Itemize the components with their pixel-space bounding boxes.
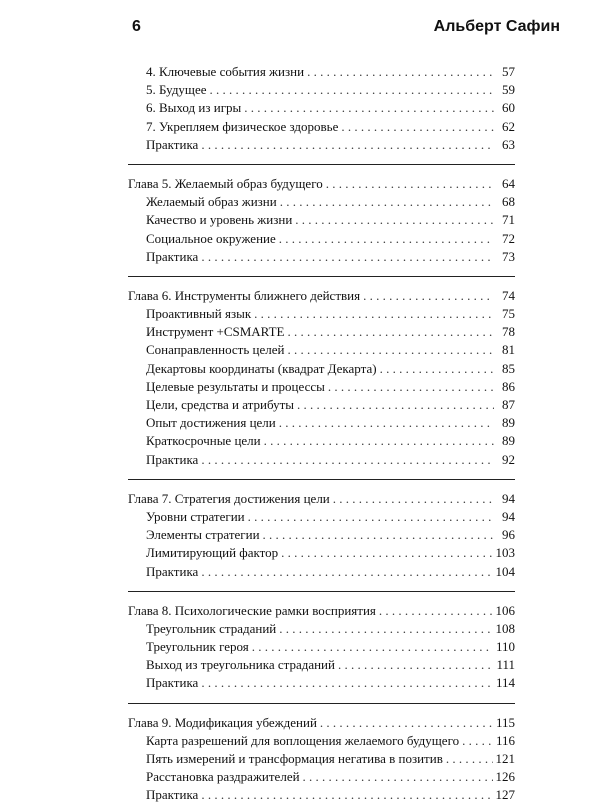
toc-entry bbox=[128, 750, 515, 768]
toc-entry bbox=[128, 63, 515, 81]
toc-entry bbox=[128, 786, 515, 804]
dot-leader bbox=[248, 508, 494, 526]
dot-leader bbox=[201, 451, 494, 469]
toc-entry-title: Практика bbox=[146, 248, 199, 264]
section-gap bbox=[128, 469, 515, 479]
toc-entry-page: 75 bbox=[502, 306, 515, 322]
toc-entry-title: 5. Будущее bbox=[146, 82, 207, 98]
toc-entry-title: Расстановка раздражителей bbox=[146, 769, 300, 785]
toc-entry bbox=[128, 193, 515, 211]
toc-entry-page: 121 bbox=[495, 751, 515, 766]
dot-leader bbox=[210, 81, 495, 99]
dot-leader bbox=[297, 396, 494, 414]
toc-entry bbox=[128, 136, 515, 154]
dot-leader bbox=[303, 768, 493, 786]
toc-entry-title: Целевые результаты и процессы bbox=[146, 378, 325, 394]
toc-chapter-entry bbox=[128, 602, 515, 620]
toc-entry-page: 63 bbox=[502, 136, 515, 152]
dot-leader bbox=[307, 63, 494, 81]
toc-entry-page: 126 bbox=[495, 769, 515, 785]
section-gap bbox=[128, 704, 515, 714]
toc-entry-title: Цели, средства и атрибуты bbox=[146, 397, 294, 412]
toc-entry bbox=[128, 638, 515, 656]
dot-leader bbox=[279, 230, 494, 248]
toc-entry-title: Глава 7. Стратегия достижения цели bbox=[128, 490, 330, 506]
toc-entry-page: 71 bbox=[502, 212, 515, 228]
dot-leader bbox=[288, 341, 495, 359]
page-number: 6 bbox=[132, 18, 141, 35]
toc-entry-page: 74 bbox=[502, 287, 515, 303]
toc-entry-title: 6. Выход из игры bbox=[146, 100, 242, 116]
toc-entry-page: 89 bbox=[502, 415, 515, 431]
section-gap bbox=[128, 581, 515, 591]
section-gap bbox=[128, 592, 515, 602]
toc-entry-page: 92 bbox=[502, 451, 515, 467]
dot-leader bbox=[201, 563, 492, 581]
toc-entry bbox=[128, 432, 515, 450]
dot-leader bbox=[363, 287, 494, 305]
toc-entry bbox=[128, 656, 515, 674]
toc-entry-page: 115 bbox=[495, 714, 515, 730]
section-gap bbox=[128, 480, 515, 490]
toc-entry-page: 127 bbox=[495, 787, 515, 803]
toc-entry bbox=[128, 323, 515, 341]
toc-entry bbox=[128, 414, 515, 432]
dot-leader bbox=[287, 323, 494, 341]
toc-entry-title: Треугольник героя bbox=[146, 639, 249, 655]
toc-entry-title: 7. Укрепляем физическое здоровье bbox=[146, 118, 339, 134]
dot-leader bbox=[333, 490, 494, 508]
toc-entry-title: Практика bbox=[146, 675, 199, 691]
toc-chapter-entry bbox=[128, 175, 515, 193]
toc-entry bbox=[128, 396, 515, 414]
dot-leader bbox=[254, 305, 494, 323]
toc-entry-page: 104 bbox=[495, 563, 515, 579]
dot-leader bbox=[201, 674, 493, 692]
toc-entry-title: Качество и уровень жизни bbox=[146, 212, 293, 228]
toc-entry-title: Практика bbox=[146, 451, 199, 467]
dot-leader bbox=[446, 750, 493, 768]
dot-leader bbox=[201, 248, 494, 266]
toc-entry-title: Глава 9. Модификация убеждений bbox=[128, 714, 317, 730]
toc-entry-page: 59 bbox=[502, 82, 515, 98]
toc-entry-page: 110 bbox=[495, 639, 515, 655]
toc-entry-page: 116 bbox=[495, 732, 515, 748]
toc-chapter-entry bbox=[128, 287, 515, 305]
running-header bbox=[132, 18, 560, 40]
toc-entry-title: Глава 8. Психологические рамки восприятия bbox=[128, 602, 376, 618]
toc-entry bbox=[128, 620, 515, 638]
dot-leader bbox=[462, 732, 493, 750]
toc-entry bbox=[128, 81, 515, 99]
toc-entry-title: Уровни стратегии bbox=[146, 508, 245, 524]
section-gap bbox=[128, 165, 515, 175]
dot-leader bbox=[281, 544, 492, 562]
toc-entry-page: 106 bbox=[495, 602, 515, 618]
dot-leader bbox=[252, 638, 493, 656]
toc-entry-title: Элементы стратегии bbox=[146, 527, 260, 543]
toc-entry-title: Глава 5. Желаемый образ будущего bbox=[128, 175, 323, 191]
section-gap bbox=[128, 693, 515, 703]
toc-chapter-entry bbox=[128, 714, 515, 732]
toc-entry-title: Инструмент +CSMARTE bbox=[146, 324, 285, 340]
toc-entry-page: 73 bbox=[502, 248, 515, 264]
toc-entry-page: 72 bbox=[502, 230, 515, 246]
dot-leader bbox=[279, 620, 492, 638]
dot-leader bbox=[244, 99, 494, 117]
toc-entry-title: Практика bbox=[146, 787, 199, 803]
dot-leader bbox=[326, 175, 494, 193]
toc-entry-title: Треугольник страданий bbox=[146, 620, 277, 636]
toc-entry bbox=[128, 248, 515, 266]
toc-entry-title: Краткосрочные цели bbox=[146, 433, 261, 449]
toc-entry-page: 111 bbox=[496, 657, 515, 673]
toc-entry bbox=[128, 526, 515, 544]
toc-entry-page: 87 bbox=[502, 397, 515, 412]
toc-entry-title: Опыт достижения цели bbox=[146, 415, 276, 431]
toc-entry-title: Глава 6. Инструменты ближнего действия bbox=[128, 287, 361, 303]
toc-entry bbox=[128, 305, 515, 323]
toc-entry-page: 68 bbox=[502, 194, 515, 210]
toc-entry-page: 108 bbox=[495, 620, 515, 636]
section-gap bbox=[128, 277, 515, 287]
toc-entry bbox=[128, 674, 515, 692]
toc-entry-page: 103 bbox=[495, 545, 515, 561]
section-gap bbox=[128, 154, 515, 164]
dot-leader bbox=[201, 136, 494, 154]
toc-entry-title: Социальное окружение bbox=[146, 230, 276, 246]
dot-leader bbox=[328, 378, 494, 396]
toc-entry-title: 4. Ключевые события жизни bbox=[146, 64, 305, 79]
toc-chapter-entry bbox=[128, 490, 515, 508]
toc-entry-title: Пять измерений и трансформация негатива в позитив bbox=[146, 751, 443, 766]
toc-entry-title: Практика bbox=[146, 563, 199, 579]
toc-entry bbox=[128, 378, 515, 396]
toc-entry bbox=[128, 360, 515, 378]
toc-entry-title: Лимитирующий фактор bbox=[146, 545, 279, 561]
toc-entry-page: 94 bbox=[502, 490, 515, 506]
toc-entry bbox=[128, 563, 515, 581]
table-of-contents bbox=[128, 63, 515, 805]
toc-entry-page: 81 bbox=[502, 342, 515, 358]
toc-entry-page: 96 bbox=[502, 527, 515, 543]
toc-entry bbox=[128, 732, 515, 750]
toc-entry bbox=[128, 230, 515, 248]
toc-entry-page: 57 bbox=[502, 64, 515, 79]
toc-entry bbox=[128, 768, 515, 786]
toc-entry-title: Декартовы координаты (квадрат Декарта) bbox=[146, 360, 377, 376]
toc-entry-page: 114 bbox=[495, 675, 515, 691]
toc-entry bbox=[128, 211, 515, 229]
dot-leader bbox=[264, 432, 494, 450]
toc-entry-title: Желаемый образ жизни bbox=[146, 194, 277, 210]
dot-leader bbox=[379, 602, 493, 620]
toc-entry bbox=[128, 99, 515, 117]
toc-entry-page: 60 bbox=[502, 100, 515, 116]
dot-leader bbox=[280, 193, 494, 211]
toc-entry-page: 86 bbox=[502, 378, 515, 394]
dot-leader bbox=[341, 118, 494, 136]
dot-leader bbox=[295, 211, 494, 229]
section-gap bbox=[128, 266, 515, 276]
dot-leader bbox=[320, 714, 493, 732]
dot-leader bbox=[201, 786, 492, 804]
toc-entry bbox=[128, 118, 515, 136]
toc-entry-page: 78 bbox=[502, 324, 515, 340]
toc-entry-page: 62 bbox=[502, 118, 515, 134]
dot-leader bbox=[338, 656, 493, 674]
toc-entry bbox=[128, 544, 515, 562]
toc-entry-page: 64 bbox=[502, 175, 515, 191]
toc-entry-page: 89 bbox=[502, 433, 515, 449]
dot-leader bbox=[263, 526, 494, 544]
toc-entry-title: Проактивный язык bbox=[146, 306, 252, 322]
dot-leader bbox=[380, 360, 494, 378]
toc-entry-page: 94 bbox=[502, 508, 515, 524]
dot-leader bbox=[279, 414, 494, 432]
toc-entry-page: 85 bbox=[502, 360, 515, 376]
toc-entry-title: Выход из треугольника страданий bbox=[146, 657, 335, 673]
author-name: Альберт Сафин bbox=[433, 18, 560, 35]
toc-entry bbox=[128, 341, 515, 359]
toc-entry bbox=[128, 508, 515, 526]
toc-entry bbox=[128, 451, 515, 469]
toc-entry-title: Карта разрешений для воплощения желаемого будущего bbox=[146, 732, 460, 748]
toc-entry-title: Практика bbox=[146, 136, 199, 152]
toc-entry-title: Сонаправленность целей bbox=[146, 342, 285, 358]
